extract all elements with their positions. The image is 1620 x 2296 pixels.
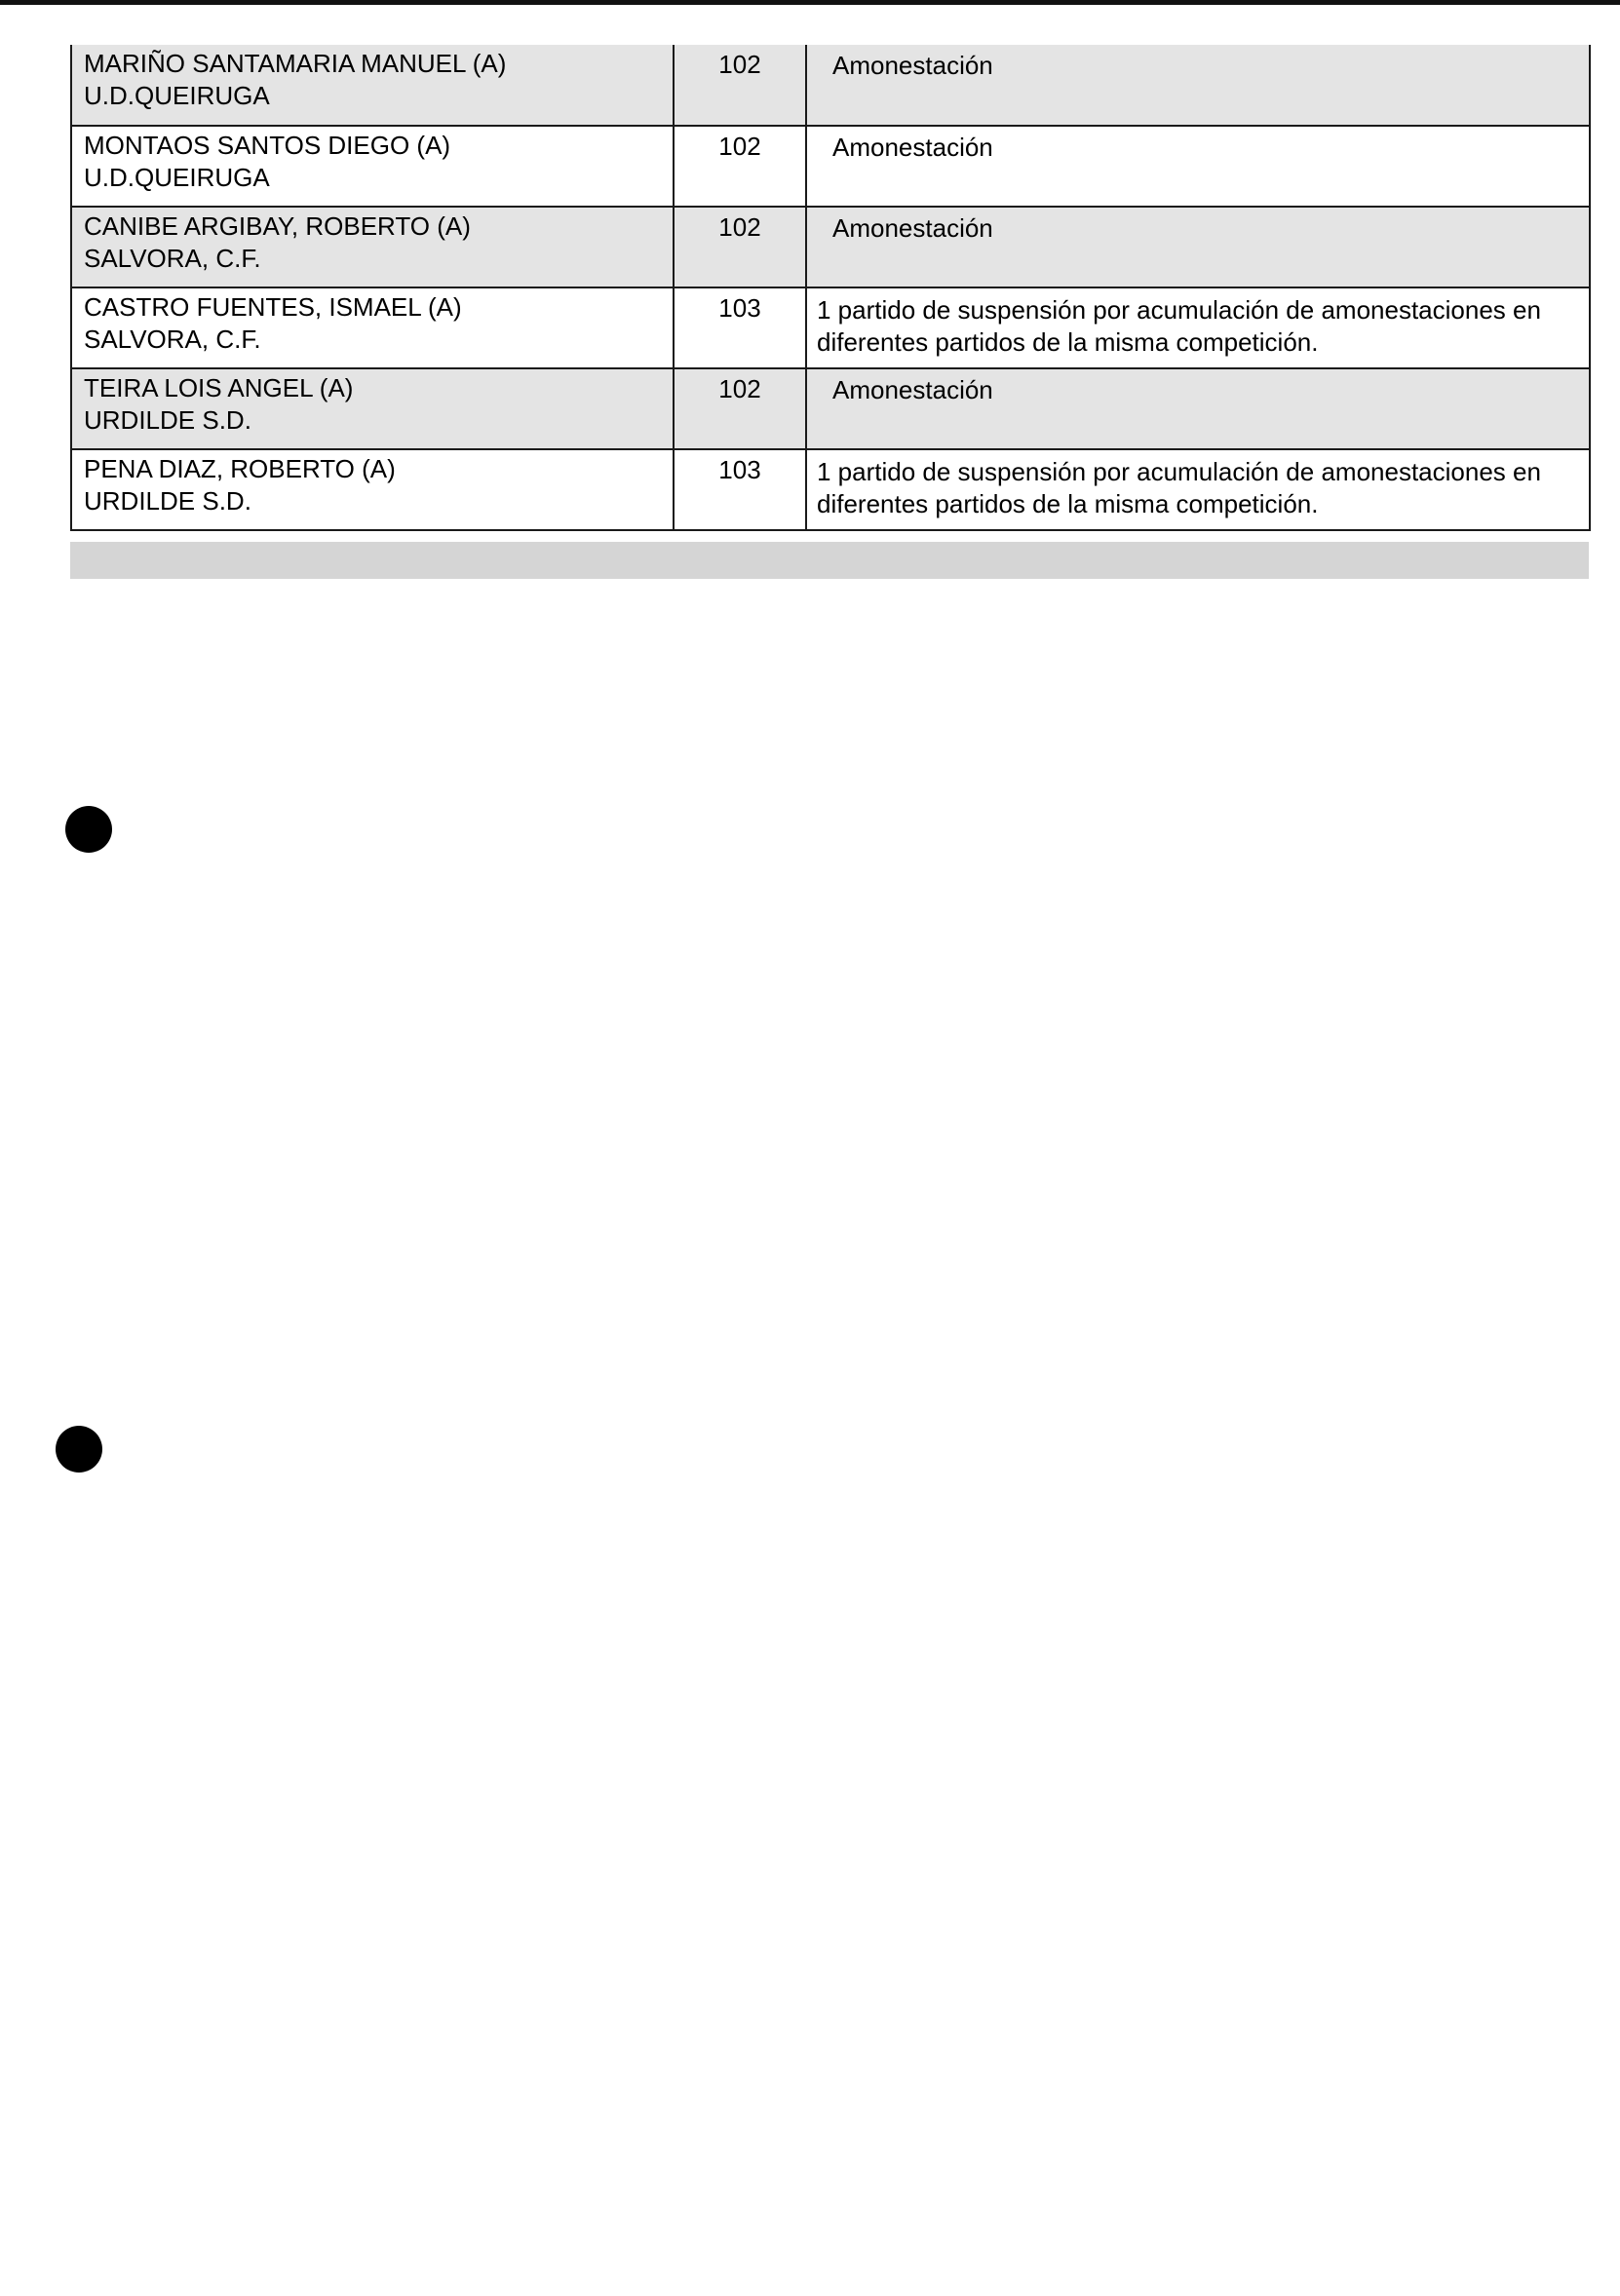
- club-name: U.D.QUEIRUGA: [84, 81, 270, 110]
- sanction-text-line: 1 partido de suspensión por acumulación de amonestaciones en: [817, 457, 1541, 486]
- club-name: URDILDE S.D.: [84, 486, 251, 516]
- sanction-cell: [806, 207, 1590, 287]
- table-row: [71, 207, 1590, 287]
- sanction-code: 102: [718, 212, 761, 242]
- sanction-cell: [806, 449, 1590, 530]
- sanction-text-line: diferentes partidos de la misma competición.: [817, 327, 1319, 357]
- table-row: [71, 126, 1590, 207]
- sanction-text: Amonestación: [832, 51, 993, 80]
- sanction-text-line: diferentes partidos de la misma competición.: [817, 489, 1319, 518]
- player-name: MONTAOS SANTOS DIEGO (A): [84, 131, 451, 160]
- punch-hole-icon: [56, 1426, 102, 1473]
- code-cell: [674, 287, 806, 368]
- sanction-text-line: 1 partido de suspensión por acumulación de amonestaciones en: [817, 295, 1541, 325]
- player-cell: [71, 287, 674, 368]
- sanction-code: 102: [718, 50, 761, 79]
- player-name: TEIRA LOIS ANGEL (A): [84, 373, 354, 402]
- sanction-cell: [806, 45, 1590, 126]
- punch-hole-icon: [65, 806, 112, 853]
- club-name: SALVORA, C.F.: [84, 325, 261, 354]
- player-cell: [71, 207, 674, 287]
- player-cell: [71, 126, 674, 207]
- code-cell: [674, 368, 806, 449]
- code-cell: [674, 126, 806, 207]
- sanction-text: [807, 450, 1589, 520]
- sanction-cell: [806, 287, 1590, 368]
- code-cell: [674, 45, 806, 126]
- player-name: MARIÑO SANTAMARIA MANUEL (A): [84, 49, 507, 78]
- code-cell: [674, 449, 806, 530]
- sanction-code: 103: [718, 293, 761, 323]
- player-cell: [71, 45, 674, 126]
- player-cell: [71, 368, 674, 449]
- club-name: U.D.QUEIRUGA: [84, 163, 270, 192]
- sanction-cell: [806, 368, 1590, 449]
- sanction-cell: [806, 126, 1590, 207]
- sanction-text: [807, 288, 1589, 359]
- player-name: CASTRO FUENTES, ISMAEL (A): [84, 292, 462, 322]
- club-name: SALVORA, C.F.: [84, 244, 261, 273]
- player-name: CANIBE ARGIBAY, ROBERTO (A): [84, 211, 471, 241]
- table-row: [71, 287, 1590, 368]
- table-row: [71, 449, 1590, 530]
- table-footer-band: [70, 542, 1589, 579]
- sanction-text: Amonestación: [832, 133, 993, 162]
- sanction-code: 103: [718, 455, 761, 484]
- code-cell: [674, 207, 806, 287]
- player-name: PENA DIAZ, ROBERTO (A): [84, 454, 396, 483]
- sanctions-table: [70, 45, 1591, 531]
- sanction-code: 102: [718, 132, 761, 161]
- sanction-text: Amonestación: [832, 213, 993, 243]
- table-row: [71, 45, 1590, 126]
- player-cell: [71, 449, 674, 530]
- scan-top-edge: [0, 0, 1620, 5]
- sanction-code: 102: [718, 374, 761, 403]
- sanction-text: Amonestación: [832, 375, 993, 404]
- table-row: [71, 368, 1590, 449]
- club-name: URDILDE S.D.: [84, 405, 251, 435]
